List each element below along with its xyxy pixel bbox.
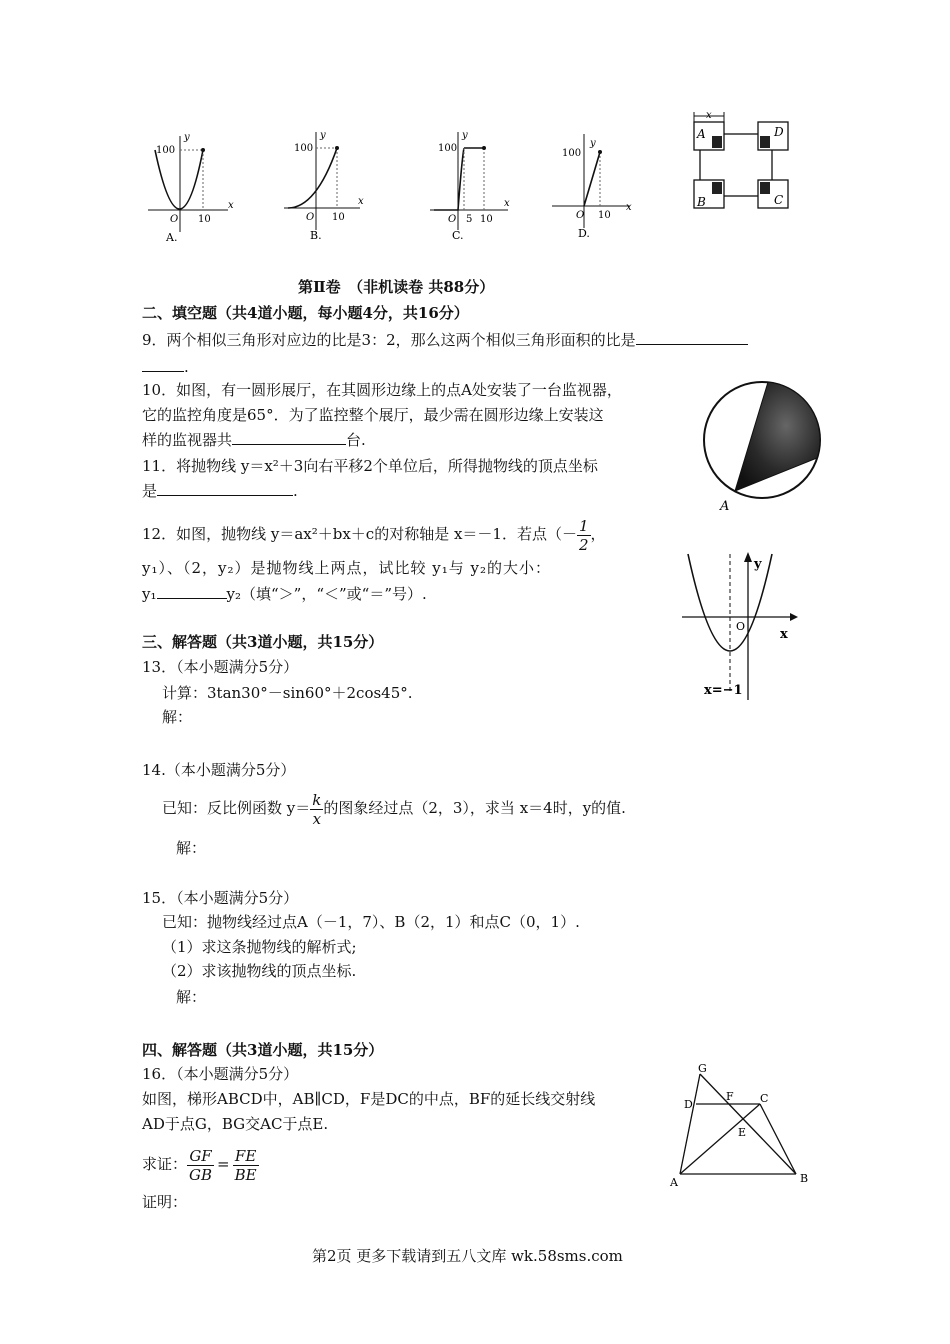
x-tick-10: 10 [598,210,611,221]
q11-blank[interactable] [157,481,293,496]
y-axis-label: y [320,130,326,141]
circle-label-a: A [720,499,730,514]
q12-y1: y₁ [142,585,157,603]
q9-line1 [142,330,748,350]
square-label-a: A [697,127,706,141]
q16-head: 16．（本小题满分5分） [142,1065,299,1083]
q16-proof: 证明： [142,1193,188,1211]
q12-line3 [142,584,427,604]
q12-frac-num: 1 [578,516,589,535]
trap-label-f: F [726,1090,734,1103]
q16-line2: AD于点G，BG交AC于点E. [142,1115,329,1133]
graph-c [426,128,536,246]
origin: O [448,214,457,225]
caption: D. [578,227,590,240]
q12-line1 [142,514,606,554]
trap-label-a: A [670,1176,678,1189]
q16-frac2-den: BE [234,1165,257,1184]
caption: A. [166,231,178,244]
x-tick-10: 10 [198,214,211,225]
q10-line3 [142,430,366,450]
q10-blank[interactable] [232,430,346,445]
q11-text-a: 是 [142,482,158,500]
q12-text: y₂（填“＞”，“＜”或“＝”号）. [226,585,427,603]
circle-hall-figure [698,378,828,520]
q14-fraction [310,791,323,828]
q9-text: 9．两个相似三角形对应边的比是3：2，那么这两个相似三角形面积的比是 [142,331,636,349]
q14-body [162,788,626,828]
parabola-figure [672,550,802,705]
x-tick-10: 10 [332,212,345,223]
caption: B. [310,229,322,242]
x-axis-label: x [228,200,234,211]
page-footer: 第2页 更多下载请到五八文库 wk.58sms.com [312,1247,623,1265]
q10-text-b: 台. [346,431,366,449]
q12-text-b: ， [590,525,606,543]
q16-fraction-1 [187,1147,214,1184]
q16-prove-label: 求证： [142,1155,188,1173]
sec2-title: 二、填空题（共4道小题，每小题4分，共16分） [142,304,469,322]
q14-frac-den: x [312,809,322,828]
trap-label-c: C [760,1092,769,1105]
trap-label-b: B [800,1172,809,1185]
q15-solution: 解： [176,988,207,1006]
y-axis-label: y [184,132,190,143]
q15-part2: （2）求该抛物线的顶点坐标. [162,962,357,980]
y-tick-100: 100 [438,143,458,154]
q9-line2 [142,357,189,377]
graph-a [140,128,260,246]
x-axis-label: x [358,196,364,207]
q14-head: 14.（本小题满分5分） [142,761,296,779]
q16-frac2-num: FE [233,1147,259,1166]
parabola-y-label: y [754,557,762,572]
q12-line2: y₁）、（2，y₂）是抛物线上两点，试比较 y₁与 y₂的大小： [142,559,552,577]
q9-blank[interactable] [636,330,748,345]
q9-blank-cont[interactable] [142,357,184,372]
y-axis-label: y [462,130,468,141]
trapezoid-figure [664,1060,820,1190]
graph-b [280,128,390,246]
y-axis-label: y [590,138,596,149]
q13-solution: 解： [162,708,193,726]
square-corners-figure [680,108,792,216]
q12-frac-den: 2 [578,535,589,554]
parabola-x-label: x [780,627,788,642]
y-tick-100: 100 [562,148,582,159]
q16-line1: 如图，梯形ABCD中，AB∥CD，F是DC的中点，BF的延长线交射线 [142,1090,596,1108]
trap-label-d: D [684,1098,693,1111]
q14-text-a: 已知：反比例函数 y＝ [162,799,311,817]
x-axis-label: x [504,198,510,209]
q15-part1: （1）求这条抛物线的解析式; [162,938,357,956]
q12-blank[interactable] [157,584,227,599]
q13-head: 13．（本小题满分5分） [142,658,299,676]
q16-fraction-2 [233,1147,259,1184]
q11-line2 [142,481,298,501]
origin: O [306,212,315,223]
x-tick-10: 10 [480,214,493,225]
square-label-d: D [774,125,784,139]
part2-title: 第Ⅱ卷 （非机读卷 共88分） [298,278,495,296]
q13-body: 计算：3tan30°－sin60°＋2cos45°. [162,684,413,702]
q16-equals: = [217,1155,230,1173]
q9-end: . [184,358,189,376]
q10-line2: 它的监控角度是65°．为了监控整个展厅，最少需在圆形边缘上安装这 [142,406,604,424]
y-tick-100: 100 [156,145,176,156]
q10-line1: 10．如图，有一圆形展厅，在其圆形边缘上的点A处安装了一台监视器， [142,381,622,399]
x-axis-label: x [626,202,632,213]
q15-body: 已知：抛物线经过点A（－1，7）、B（2，1）和点C（0，1）. [162,913,580,931]
sec3-title: 三、解答题（共3道小题，共15分） [142,633,384,651]
parabola-origin: O [736,620,746,633]
q16-frac1-den: GB [189,1165,213,1184]
q16-frac1-num: GF [187,1147,214,1166]
graph-d [550,128,650,246]
y-tick-100: 100 [294,143,314,154]
q12-text-a: 12．如图，抛物线 y＝ax²＋bx＋c的对称轴是 x＝－1．若点（－ [142,525,577,543]
q15-head: 15．（本小题满分5分） [142,889,299,907]
q12-fraction [577,517,591,554]
parabola-axis-label: x=−1 [704,683,743,698]
q11-line1: 11．将抛物线 y＝x²＋3向右平移2个单位后，所得抛物线的顶点坐标 [142,457,598,475]
trap-label-e: E [738,1126,747,1139]
sec4-title: 四、解答题（共3道小题，共15分） [142,1041,384,1059]
q14-frac-num: k [312,790,322,809]
q16-prove [142,1142,259,1186]
square-label-b: B [697,195,706,209]
q10-text-a: 样的监视器共 [142,431,233,449]
origin: O [576,210,585,221]
q14-solution: 解： [176,839,207,857]
trap-label-g: G [698,1062,707,1075]
square-label-c: C [774,193,784,207]
q11-text-b: . [293,482,298,500]
origin: O [170,214,179,225]
square-x-label: x [706,110,712,121]
caption: C. [452,229,464,242]
q14-text-b: 的图象经过点（2，3），求当 x＝4时，y的值. [323,799,626,817]
x-tick-5: 5 [466,214,473,225]
